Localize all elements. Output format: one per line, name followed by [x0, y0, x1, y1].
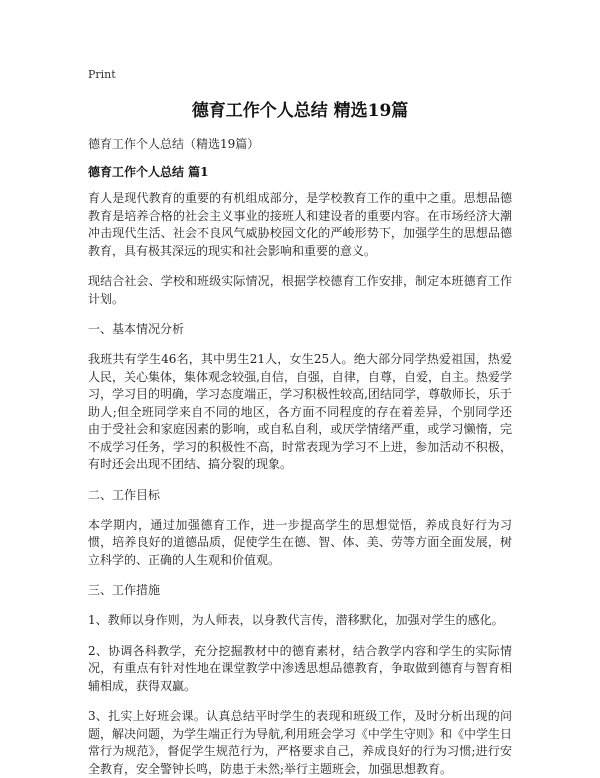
- section-heading: 德育工作个人总结 篇1: [88, 165, 209, 179]
- analysis-paragraph: 我班共有学生46名，其中男生21人，女生25人。绝大部分同学热爱祖国，热爱人民，关心集体，集体观念较强,自信，自强，自律，自尊，自爱，自主。热爱学习，学习目的明确，学习态度端正，学习积极性较高,团结同学，尊敬师长，乐于助人;但全班同学来自不同的地区，各方面不同程度的存在着差异，个别同学还由于受社会和家庭因素的影响，或自私自利，或厌学情绪严重，或学习懒惰，完不成学习任务，学习的积极性不高，时常表现为学习不上进，参加活动不积极，有时还会出现不团结、搞分裂的现象。: [88, 352, 512, 471]
- measure-item-2: 2、协调各科教学，充分挖掘教材中的德育素材，结合教学内容和学生的实际情况，有重点有针对性地在课堂教学中渗透思想品德教育，争取做到德育与智育相辅相成，获得双赢。: [88, 643, 512, 693]
- measure-item-1: 1、教师以身作则，为人师表，以身教代言传，潜移默化，加强对学生的感化。: [88, 613, 504, 627]
- heading-work-goals: 二、工作目标: [88, 487, 161, 502]
- plan-paragraph: 现结合社会、学校和班级实际情况，根据学校德育工作安排，制定本班德育工作计划。: [88, 274, 512, 306]
- intro-paragraph: 育人是现代教育的重要的有机组成部分，是学校教育工作的重中之重。思想品德教育是培养合格的社会主义事业的接班人和建设者的重要内容。在市场经济大潮冲击现代生活、社会不良风气威胁校园文化的严峻形势下，加强学生的思想品德教育，具有极其深远的现实和社会影响和重要的意义。: [88, 191, 512, 258]
- heading-work-measures: 三、工作措施: [88, 583, 161, 597]
- measure-item-3: 3、扎实上好班会课。认真总结平时学生的表现和班级工作，及时分析出现的问题，解决问题，为学生端正行为导航,利用班会学习《中学生守则》和《中学生日常行为规范》，督促学生规范行为，严格要求自己，养成良好的行为习惯;进行安全教育，安全警钟长鸣，防患于未然;举行主题班会，加强思想教育。: [88, 709, 512, 776]
- document-title: 德育工作个人总结 精选19篇: [191, 101, 409, 121]
- goal-paragraph: 本学期内，通过加强德育工作，进一步提高学生的思想觉悟，养成良好行为习惯，培养良好的道德品质，促使学生在德、智、体、美、劳等方面全面发展，树立科学的、正确的人生观和价值观。: [88, 517, 512, 567]
- print-label[interactable]: Print: [88, 68, 116, 81]
- heading-basic-analysis: 一、基本情况分析: [88, 322, 185, 336]
- document-subtitle: 德育工作个人总结（精选19篇）: [88, 137, 260, 151]
